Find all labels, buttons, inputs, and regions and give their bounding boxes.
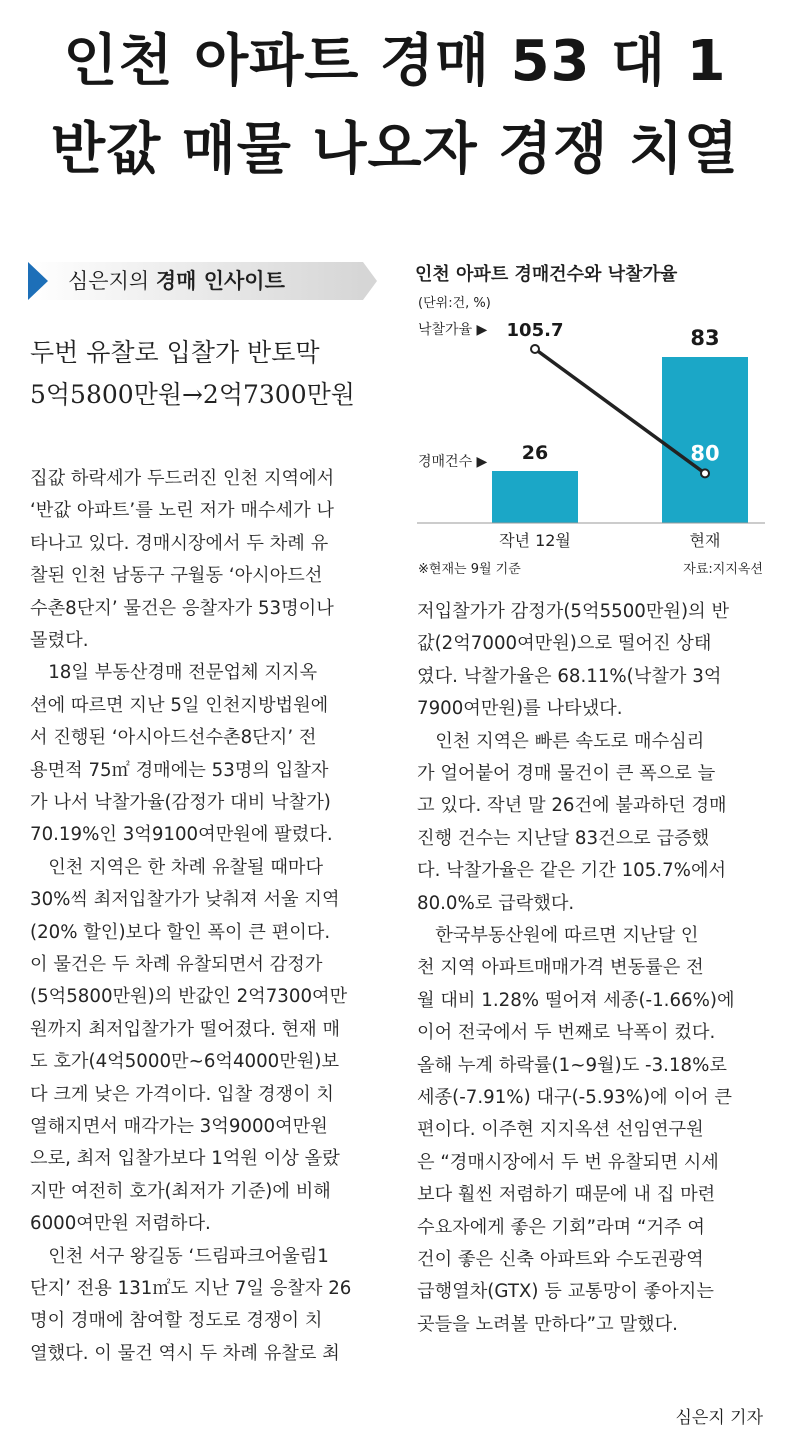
chart-data-label: 26 <box>521 442 549 464</box>
body-line: 7900여만원)를 나타냈다. <box>417 698 623 720</box>
chart-title: 인천 아파트 경매건수와 낙찰가율 <box>415 264 678 285</box>
body-line: 원까지 최저입찰가가 떨어졌다. 현재 매 <box>30 1018 341 1040</box>
chart-series-label: 낙찰가율 ▶ <box>418 322 488 338</box>
body-line: 진행 건수는 지난달 83건으로 급증했 <box>417 827 710 849</box>
body-line: 70.19%인 3억9100여만원에 팔렸다. <box>30 824 333 846</box>
body-line: 몰렸다. <box>30 630 89 651</box>
body-line: 인천 지역은 한 차례 유찰될 때마다 <box>30 856 324 878</box>
body-line: 였다. 낙찰가율은 68.11%(낙찰가 3억 <box>417 665 722 687</box>
body-line: 고 있다. 작년 말 26건에 불과하던 경매 <box>417 795 727 817</box>
body-line: 세종(-7.91%) 대구(-5.93%)에 이어 큰 <box>417 1087 732 1108</box>
body-line: 가 얼어붙어 경매 물건이 큰 폭으로 늘 <box>417 763 716 784</box>
body-line: 건이 좋은 신축 아파트와 수도권광역 <box>417 1249 704 1270</box>
subheadline-line-2: 5억5800만원→2억7300만원 <box>30 380 355 409</box>
body-line: 18일 부동산경매 전문업체 지지옥 <box>30 662 318 684</box>
body-line: 보다 훨씬 저렴하기 때문에 내 집 마련 <box>417 1184 716 1206</box>
chart-source: 자료:지지옥션 <box>683 562 763 577</box>
chart-category-label: 작년 12월 <box>499 531 571 550</box>
body-line: 30%씩 최저입찰가가 낮춰져 서울 지역 <box>30 889 340 911</box>
body-line: 서 진행된 ‘아시아드선수촌8단지’ 전 <box>30 727 317 749</box>
chart-point <box>531 345 539 353</box>
body-line: 다 크게 낮은 가격이다. 입찰 경쟁이 치 <box>30 1083 335 1105</box>
body-line: 급행열차(GTX) 등 교통망이 좋아지는 <box>417 1281 714 1303</box>
chart-data-label: 80 <box>690 441 720 466</box>
body-line: 가 나서 낙찰가율(감정가 대비 낙찰가) <box>30 792 331 813</box>
banner-author: 심은지의 <box>68 269 156 293</box>
headline-line-2: 반값 매물 나오자 경쟁 치열 <box>50 117 740 182</box>
body-line: 은 “경매시장에서 두 번 유찰되면 시세 <box>417 1151 719 1173</box>
body-line: 집값 하락세가 두드러진 인천 지역에서 <box>30 468 335 489</box>
body-line: 저입찰가가 감정가(5억5500만원)의 반 <box>417 601 730 622</box>
body-line: 으로, 최저 입찰가보다 1억원 이상 올랐 <box>30 1148 340 1170</box>
body-line: 열했다. 이 물건 역시 두 차례 유찰로 최 <box>30 1342 340 1364</box>
subheadline-line-1: 두번 유찰로 입찰가 반토막 <box>30 338 320 367</box>
body-line: 타나고 있다. 경매시장에서 두 차례 유 <box>30 532 329 554</box>
body-line: 이어 전국에서 두 번째로 낙폭이 컸다. <box>417 1022 716 1044</box>
body-line: 6000여만원 저렴하다. <box>30 1213 211 1235</box>
byline: 심은지 기자 <box>675 1408 763 1428</box>
chart-data-label: 105.7 <box>506 320 564 341</box>
body-line: 인천 지역은 빠른 속도로 매수심리 <box>417 730 705 752</box>
body-line: 찰된 인천 남동구 구월동 ‘아시아드선 <box>30 565 323 587</box>
body-line: ‘반값 아파트’를 노린 저가 매수세가 나 <box>30 500 335 522</box>
body-line: 용면적 75㎡ 경매에는 53명의 입찰자 <box>30 759 329 781</box>
body-line: 값(2억7000여만원)으로 떨어진 상태 <box>417 633 712 655</box>
body-line: 열해지면서 매각가는 3억9000여만원 <box>30 1116 328 1137</box>
chart-series-label: 경매건수 ▶ <box>418 454 488 470</box>
body-line: 수촌8단지’ 물건은 응찰자가 53명이나 <box>30 597 334 619</box>
body-line: 명이 경매에 참여할 정도로 경쟁이 치 <box>30 1310 323 1332</box>
chart-category-label: 현재 <box>689 531 721 550</box>
chart-footnote: ※현재는 9월 기준 <box>418 562 521 577</box>
body-line: (20% 할인)보다 할인 폭이 큰 편이다. <box>30 921 331 943</box>
chart-unit: (단위:건, %) <box>418 296 491 311</box>
chart-point <box>701 469 709 477</box>
body-line: 수요자에게 좋은 기회”라며 “거주 여 <box>417 1216 705 1238</box>
body-line: 도 호가(4억5000만~6억4000만원)보 <box>30 1051 340 1073</box>
body-line: 80.0%로 급락했다. <box>417 892 575 914</box>
chart-data-label: 83 <box>690 326 720 350</box>
headline-line-1: 인천 아파트 경매 53 대 1 <box>63 29 727 94</box>
chart-bar <box>662 357 748 523</box>
body-line: 월 대비 1.28% 떨어져 세종(-1.66%)에 <box>417 989 735 1011</box>
body-line: (5억5800만원)의 반값인 2억7300여만 <box>30 986 348 1008</box>
body-line: 다. 낙찰가율은 같은 기간 105.7%에서 <box>417 860 727 882</box>
body-line: 올해 누계 하락률(1~9월)도 -3.18%로 <box>417 1054 727 1076</box>
chart-bar <box>492 471 578 523</box>
body-line: 션에 따르면 지난 5일 인천지방법원에 <box>30 694 329 716</box>
body-line: 지만 여전히 호가(최저가 기준)에 비해 <box>30 1180 331 1202</box>
body-line: 한국부동산원에 따르면 지난달 인 <box>417 925 699 946</box>
body-line: 단지’ 전용 131㎡도 지난 7일 응찰자 26 <box>30 1278 352 1299</box>
body-line: 인천 서구 왕길동 ‘드림파크어울림1 <box>30 1245 329 1267</box>
body-line: 이 물건은 두 차례 유찰되면서 감정가 <box>30 954 323 975</box>
body-line: 천 지역 아파트매매가격 변동률은 전 <box>417 957 704 979</box>
body-line: 곳들을 노려볼 만하다”고 말했다. <box>417 1313 678 1335</box>
banner-column-name: 경매 인사이트 <box>155 269 285 293</box>
body-line: 편이다. 이주현 지지옥션 선임연구원 <box>417 1119 704 1141</box>
